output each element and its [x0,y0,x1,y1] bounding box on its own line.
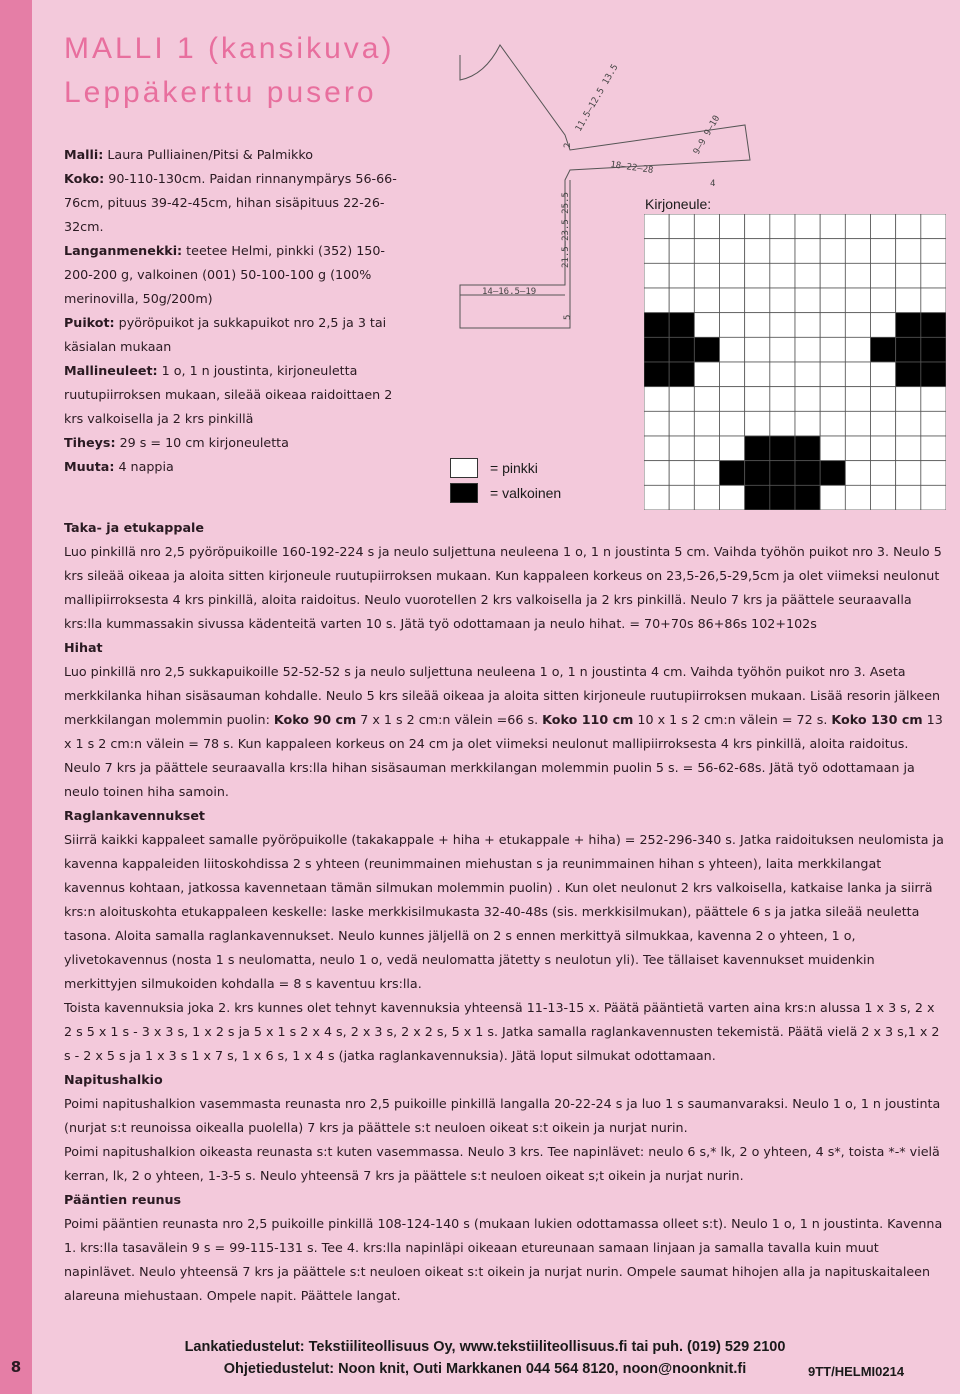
footer [150,1336,820,1380]
legend-label-pink: = pinkki [490,460,538,476]
chart-cell [644,461,669,486]
chart-cell [871,239,896,264]
chart-cell [644,288,669,313]
chart-cell [770,362,795,387]
chart-cell-filled [770,461,795,486]
chart-title: Kirjoneule: [645,196,712,212]
chart-cell [669,387,694,412]
chart-cell [921,461,946,486]
chart-cell-filled [720,461,745,486]
chart-cell [644,436,669,461]
chart-cell [795,214,820,239]
info-puikot: Puikot: pyöröpuikot ja sukkapuikot nro 2,5 ja 3 tai käsialan mukaan [64,315,387,354]
chart-cell [770,239,795,264]
chart-cell-filled [921,337,946,362]
chart-cell [845,436,870,461]
footer-pattern-info: Ohjetiedustelut: Noon knit, Outi Markkanen 044 564 8120, noon@noonknit.fi [223,1361,747,1377]
chart-cell-filled [795,436,820,461]
chart-cell [644,411,669,436]
chart-cell [669,485,694,510]
chart-cell [820,288,845,313]
chart-cell [694,263,719,288]
legend-label-white: = valkoinen [490,485,562,501]
label-sleeve-length: 18–22–28 [609,160,654,177]
chart-cell [820,387,845,412]
chart-cell [921,436,946,461]
chart-cell [770,214,795,239]
chart-cell [745,362,770,387]
chart-cell [745,337,770,362]
chart-cell [820,214,845,239]
chart-cell [770,313,795,338]
label-body-rib: 5 [563,314,573,320]
chart-cell [720,362,745,387]
chart-cell [694,362,719,387]
heading-paantie: Pääntien reunus [64,1192,182,1207]
info-tiheys: Tiheys: 29 s = 10 cm kirjoneuletta [64,435,289,450]
chart-cell [820,239,845,264]
chart-cell [795,337,820,362]
chart-cell [845,337,870,362]
chart-cell [845,288,870,313]
chart-cell [795,263,820,288]
chart-cell-filled [820,461,845,486]
chart-cell [820,436,845,461]
chart-cell [845,461,870,486]
chart-cell [694,288,719,313]
chart-cell-filled [795,485,820,510]
chart-cell [896,387,921,412]
chart-cell [694,387,719,412]
text-paantie: Poimi pääntien reunasta nro 2,5 puikoille pinkillä 108-124-140 s (mukaan lukien odottamassa olleet s:t). Neulo 1 o, 1 n joustinta. Kavenna 1. krs:lla tasavälein 9 s = 99-115-131 s. Tee 4. krs:lla napinläpi oikeaan etureunaan samaan linjaan ja samalla tavalla kuin muut napinlävet. Neulo yhteensä 7 krs ja päättele s:t neuloen oikeat s:t oikein ja nurjat nurin. Ompele saumat hihojen alla ja napituskaitaleen alareuna miehustaan. Ompele napit. Päättele langat. [64,1216,943,1303]
chart-cell [720,263,745,288]
chart-cell [720,485,745,510]
chart-cell [669,288,694,313]
document-code: 9TT/HELMI0214 [808,1364,905,1379]
text-hihat: Luo pinkillä nro 2,5 sukkapuikoille 52-52-52 s ja neulo suljettuna neuleena 1 o, 1 n joustinta 4 cm. Vaihda työhön puikot nro 3. Aseta merkkilanka hihan sisäsauman kohdalle. Neulo 5 krs sileää oikeaa ja aloita sitten kirjoneule ruutupiirroksen mukaan. Lisää resorin jälkeen merkkilangan molemmin puolin: Koko 90 cm 7 x 1 s 2 cm:n välein =66 s. Koko 110 cm 10 x 1 s 2 cm:n välein = 72 s. Koko 130 cm 13 x 1 s 2 cm:n välein = 78 s. Kun kappaleen korkeus on 24 cm ja olet viimeksi neulonut mallipiirroksesta 4 krs pinkillä, aloita raidoitus. Neulo 7 krs ja päättele seuraavalla krs:lla hihan sisäsauman merkkilangan molemmin puolin 5 s. = 56-62-68s. Jätä työ odottamaan ja neulo toinen hiha samoin. [64,664,943,799]
chart-cell [921,239,946,264]
chart-cell [770,387,795,412]
chart-cell [669,436,694,461]
chart-cell [921,485,946,510]
chart-cell [896,485,921,510]
chart-cell [871,288,896,313]
chart-cell [871,313,896,338]
text-napitus-2: Poimi napitushalkion oikeasta reunasta s:t kuten vasemmassa. Neulo 3 krs. Tee napinlävet: neulo 6 s,* lk, 2 o yhteen, 4 s*, toista *-* vielä kerran, lk, 2 o yhteen, 1-3-5 s. Neulo yhteensä 7 krs ja päättele s:t neuloen oikeat s;t oikein ja nurjat nurin. [64,1144,940,1183]
chart-cell-filled [745,436,770,461]
instructions [64,516,944,1308]
chart-cell [644,263,669,288]
chart-cell-filled [669,362,694,387]
chart-cell [921,387,946,412]
chart-cell [795,288,820,313]
chart-cell [694,411,719,436]
chart-cell-filled [896,362,921,387]
chart-cell [770,411,795,436]
chart-cell [795,411,820,436]
label-body-length: 21.5–23.5–25.5 [561,192,571,268]
chart-cell [820,362,845,387]
page-subtitle: Leppäkerttu pusero [64,76,377,109]
chart-cell [921,411,946,436]
legend-swatch-pink [450,458,478,478]
chart-cell [896,436,921,461]
chart-cell [845,214,870,239]
text-napitus-1: Poimi napitushalkion vasemmasta reunasta nro 2,5 puikoille pinkillä langalla 20-22-24 s ja luo 1 s saumanvaraksi. Neulo 1 o, 1 n joustinta (nurjat s:t reunoissa oikealla puolella) 7 krs ja päättele s:t neuloen oikeat s:t oikein ja nurjat nurin. [64,1096,941,1135]
chart-cell [845,263,870,288]
chart-cell [845,362,870,387]
info-koko: Koko: 90-110-130cm. Paidan rinnanympärys 56-66-76cm, pituus 39-42-45cm, hihan sisäpituus 22-26-32cm. [64,171,397,234]
chart-cell [745,239,770,264]
heading-napitus: Napitushalkio [64,1072,163,1087]
page-title: MALLI 1 (kansikuva) [64,32,395,65]
chart-cell [921,214,946,239]
chart-cell [845,485,870,510]
chart-cell [669,461,694,486]
chart-cell-filled [745,485,770,510]
side-color-bar [0,0,32,1394]
label-cuff: 9–9 9–10 [691,113,723,157]
chart-cell [745,411,770,436]
label-neck: 2 [563,142,573,148]
chart-cell-filled [795,461,820,486]
chart-cell-filled [871,337,896,362]
footer-yarn-info: Lankatiedustelut: Tekstiiliteollisuus Oy, www.tekstiiliteollisuus.fi tai puh. (019) 529 2100 [184,1339,786,1355]
chart-cell-filled [896,313,921,338]
heading-raglan: Raglankavennukset [64,808,205,823]
label-cuff-rib: 4 [710,179,716,189]
chart-cell [770,288,795,313]
chart-cell-filled [694,337,719,362]
chart-cell [694,436,719,461]
chart-cell [745,288,770,313]
chart-cell [669,239,694,264]
chart-cell [745,263,770,288]
chart-cell [644,387,669,412]
chart-cell [871,387,896,412]
chart-cell [720,387,745,412]
pattern-info [64,143,409,479]
chart-cell [820,263,845,288]
chart-cell [720,337,745,362]
info-mallineuleet: Mallineuleet: 1 o, 1 n joustinta, kirjoneuletta ruutupiirroksen mukaan, sileää oikeaa raidoittaen 2 krs valkoisella ja 2 krs pinkillä [64,363,393,426]
chart-cell-filled [745,461,770,486]
text-taka: Luo pinkillä nro 2,5 pyöröpuikoille 160-192-224 s ja neulo suljettuna neuleena 1 o, 1 n joustinta 5 cm. Vaihda työhön puikot nro 3. Neulo 5 krs sileää oikeaa ja aloita sitten kirjoneule ruutupiirroksen mukaan. Kun kappaleen korkeus on 23,5-26,5-29,5cm ja olet viimeksi neulonut mallipiirroksesta 4 krs pinkillä, aloita raidoitus. Neulo vuorotellen 2 krs valkoisella ja 2 krs pinkillä. Neulo 7 krs ja päättele seuraavalla krs:lla kummassakin sivussa kädenteitä varten 10 s. Jätä työ odottamaan ja neulo hihat. = 70+70s 86+86s 102+102s [64,544,942,631]
legend-item-white [450,483,561,503]
chart-cell-filled [669,337,694,362]
chart-cell [921,263,946,288]
chart-cell [871,485,896,510]
chart-cell [694,485,719,510]
chart-cell [669,411,694,436]
chart-cell [770,337,795,362]
chart-cell [795,239,820,264]
info-malli: Malli: Laura Pulliainen/Pitsi & Palmikko [64,147,313,162]
chart-cell [669,263,694,288]
chart-cell [745,214,770,239]
chart-cell-filled [644,313,669,338]
chart-cell [694,214,719,239]
chart-cell-filled [770,436,795,461]
chart-cell [871,411,896,436]
chart-cell [896,288,921,313]
chart-cell [669,214,694,239]
page-number: 8 [10,1358,22,1376]
chart-cell [871,461,896,486]
chart-cell [795,387,820,412]
chart-cell-filled [669,313,694,338]
chart-cell [694,313,719,338]
chart-cell [921,288,946,313]
label-raglan: 11.5–12.5 13.5 [573,62,621,134]
chart-cell-filled [644,337,669,362]
chart-cell [644,214,669,239]
chart-cell [694,461,719,486]
heading-hihat: Hihat [64,640,103,655]
chart-cell [896,239,921,264]
chart-cell [871,214,896,239]
chart-cell [694,239,719,264]
legend-swatch-white [450,483,478,503]
text-raglan-2: Toista kavennuksia joka 2. krs kunnes olet tehnyt kavennuksia yhteensä 11-13-15 x. Päätä pääntietä varten aina krs:n alussa 1 x 3 s, 2 x 2 s 5 x 1 s - 3 x 3 s, 1 x 2 s ja 5 x 1 s 2 x 4 s, 2 x 3 s, 2 x 2 s, 5 x 1 s. Jatka samalla raglankavennusten tekemistä. Päätä vielä 2 x 3 s,1 x 2 s - 2 x 5 s ja 1 x 3 s 1 x 7 s, 1 x 6 s, 1 x 4 s (jatka raglankavennuksia). Jätä loput silmukat odottamaan. [64,1000,940,1063]
chart-cell [720,411,745,436]
heading-taka: Taka- ja etukappale [64,520,204,535]
text-raglan-1: Siirrä kaikki kappaleet samalle pyöröpuikolle (takakappale + hiha + etukappale + hiha) = 252-296-340 s. Jatka raidoituksen neulomista ja kavenna kappaleiden liitoskohdissa 2 s yhteen (reunimmainen miehustan s ja reunimmainen hihan s yhteen), laita merkkilangat kavennus kohtaan, jatkossa kavennetaan tämän silmukan molemmin puolin) . Kun olet neulonut 2 krs valkoisella, katkaise lanka ja siirrä krs:n aloituskohta etukappaleen keskelle: laske merkkisilmukasta 32-40-48s (sis. merkkisilmukan), päättele 6 s ja jatka sileää neuletta tasona. Aloita samalla raglankavennukset. Neulo kunnes jäljellä on 2 s ennen merkittyä silmukkaa, kavenna 2 o yhteen, 1 o, ylivetokavennus (nosta 1 s neulomatta, neulo 1 o, vedä neulomatta jätetty s neulotun yli). Tee tällaiset kavennukset muidenkin merkittyjen silmukoiden kohdalla = 8 s kaventuu krs:lla. [64,832,944,991]
chart-cell [644,239,669,264]
chart-cell-filled [896,337,921,362]
chart-cell [871,436,896,461]
chart-cell [745,387,770,412]
chart-cell-filled [770,485,795,510]
chart-cell [845,411,870,436]
chart-cell [845,387,870,412]
chart-cell [820,313,845,338]
legend-item-pink [450,458,538,478]
chart-cell [795,362,820,387]
chart-cell [845,313,870,338]
chart-cell [896,411,921,436]
info-muuta: Muuta: 4 nappia [64,459,174,474]
chart-cell [720,239,745,264]
chart-cell [720,436,745,461]
chart-cell [871,263,896,288]
chart-cell [871,362,896,387]
chart-cell [896,263,921,288]
chart-cell [896,214,921,239]
chart-cell [720,313,745,338]
chart-cell [644,485,669,510]
chart-cell [845,239,870,264]
chart-cell [745,313,770,338]
chart-cell [720,214,745,239]
chart-cell [770,263,795,288]
chart-cell-filled [644,362,669,387]
chart-cell [896,461,921,486]
chart-cell [795,313,820,338]
chart-cell-filled [921,313,946,338]
chart-cell [820,337,845,362]
chart-cell [820,411,845,436]
info-lanka: Langanmenekki: teetee Helmi, pinkki (352) 150-200-200 g, valkoinen (001) 50-100-100 g (100% merinovilla, 50g/200m) [64,243,386,306]
colorwork-chart [644,214,946,510]
chart-cell-filled [921,362,946,387]
label-body-width: 14–16.5–19 [482,287,537,297]
chart-cell [720,288,745,313]
chart-cell [820,485,845,510]
